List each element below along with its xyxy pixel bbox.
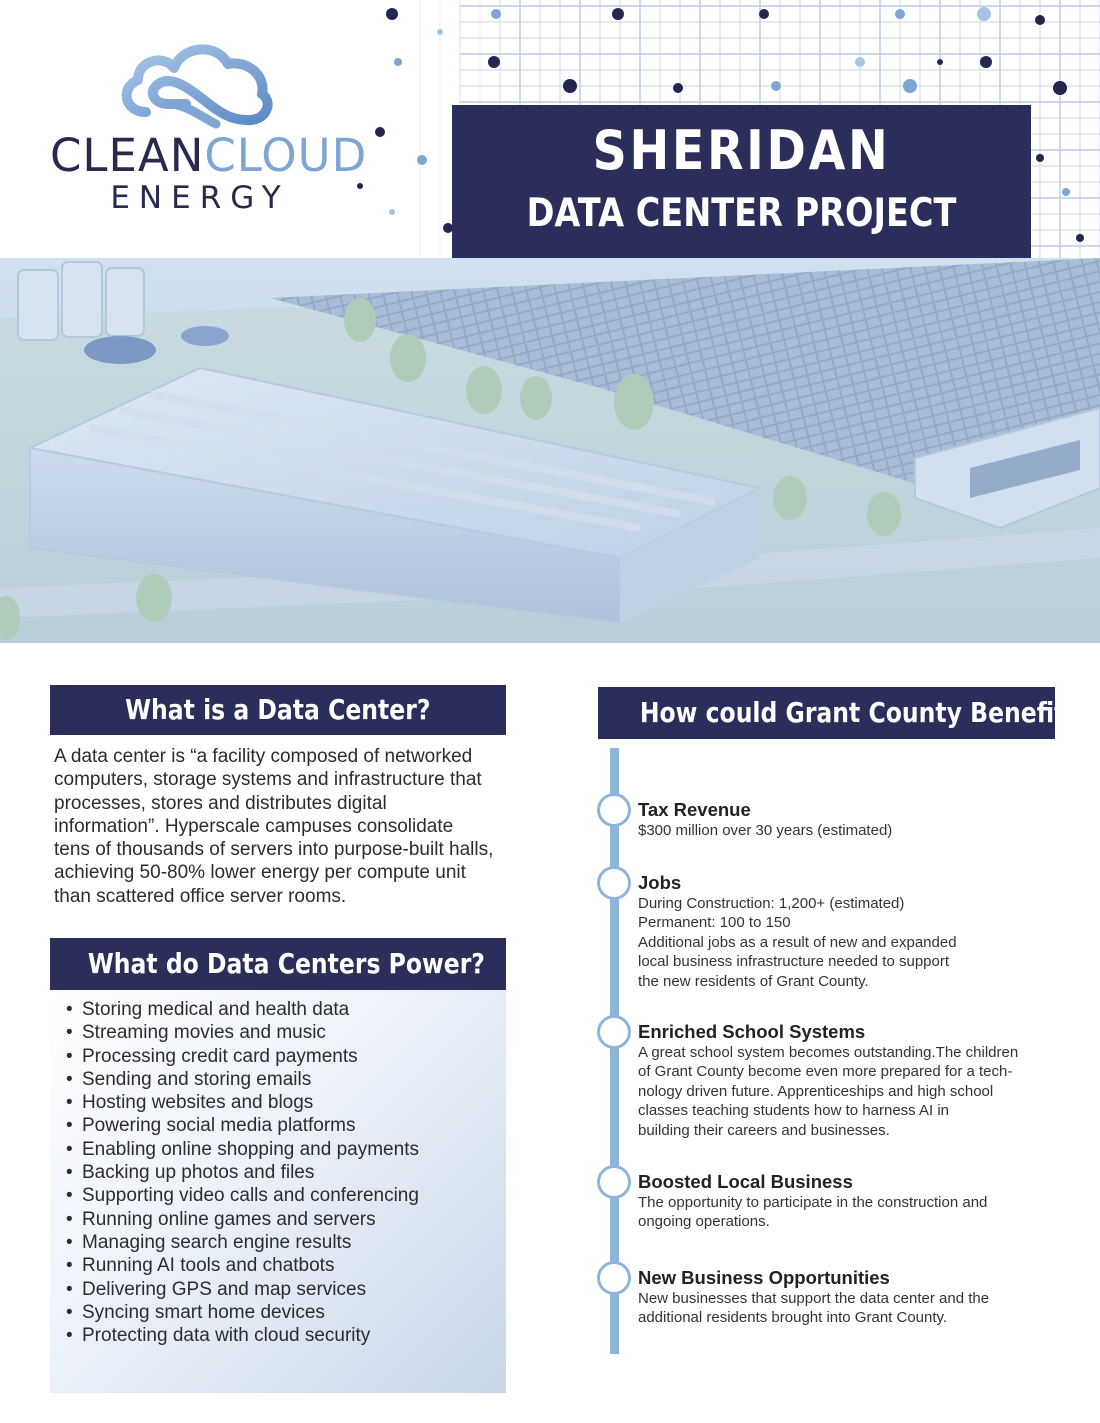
power-list-item: [66, 1068, 496, 1091]
grid-dot: [903, 79, 917, 93]
power-list-item: [66, 1161, 496, 1184]
power-list-item-text: Running AI tools and chatbots: [82, 1255, 335, 1277]
power-list-item: [66, 1208, 496, 1231]
grid-dot: [855, 57, 865, 67]
benefit-text-line: classes teaching students how to harness AI in: [638, 1102, 950, 1120]
benefit-title: Enriched School Systems: [638, 1021, 866, 1042]
timeline-marker-icon: [597, 793, 631, 827]
grid-dot: [394, 58, 402, 66]
grid-dot: [937, 59, 943, 65]
power-list-panel: [50, 990, 506, 1393]
power-list-item-text: Delivering GPS and map services: [82, 1278, 367, 1300]
grid-dot: [1076, 234, 1084, 242]
power-list-item: [66, 1091, 496, 1114]
grid-dot: [389, 209, 395, 215]
grid-dot: [1053, 81, 1067, 95]
bullet-icon: •: [66, 999, 73, 1020]
grid-dot: [488, 56, 500, 68]
benefit-text-line: New businesses that support the data center and the: [638, 1290, 990, 1307]
bullet-icon: •: [66, 1301, 73, 1323]
benefit-item: [638, 1021, 1058, 1140]
title-box: [452, 105, 1031, 258]
power-list: [66, 998, 496, 1347]
benefit-heading-text: How could Grant County Benefit?: [639, 696, 1080, 729]
power-list-item: [66, 1254, 496, 1277]
bullet-icon: •: [66, 1255, 73, 1277]
company-logo: [50, 30, 368, 230]
grid-dot: [1036, 154, 1044, 162]
power-list-item-text: Backing up photos and files: [82, 1162, 315, 1184]
grid-dot: [491, 9, 501, 19]
grid-dot: [1035, 15, 1045, 25]
grid-dot: [771, 81, 781, 91]
power-list-item-text: Protecting data with cloud security: [82, 1325, 371, 1347]
benefit-title: New Business Opportunities: [638, 1267, 890, 1288]
benefit-text-line: Additional jobs as a result of new and expanded: [638, 933, 957, 951]
grid-dot: [563, 79, 577, 93]
grid-dot: [895, 9, 905, 19]
benefit-text-line: building their careers and businesses.: [638, 1121, 890, 1139]
benefit-text-line: additional residents brought into Grant County.: [638, 1309, 948, 1327]
grid-dot: [386, 8, 398, 20]
power-list-item: [66, 1278, 496, 1301]
what-is-data-center-text: A data center is “a facility composed of networked computers, storage systems and infrastructure that processes, stores and distributes digital information”. Hyperscale campuses consolidate tens of thousands of servers into purpose-built halls, achieving 50-80% lower energy per compute unit than scattered office server rooms.: [54, 746, 494, 907]
benefit-text-line: local business infrastructure needed to support: [638, 953, 950, 971]
power-list-item-text: Streaming movies and music: [82, 1022, 326, 1044]
benefit-item: [638, 872, 1058, 991]
power-list-item: [66, 1184, 496, 1207]
bullet-icon: •: [66, 1068, 73, 1090]
bullet-icon: •: [66, 1045, 73, 1067]
benefit-item: [638, 1171, 1058, 1232]
power-list-item: [66, 998, 496, 1021]
bullet-icon: •: [66, 1231, 73, 1253]
power-list-item-text: Processing credit card payments: [82, 1045, 358, 1067]
power-list-item-text: Supporting video calls and conferencing: [82, 1185, 419, 1207]
benefit-text-line: ongoing operations.: [638, 1213, 770, 1231]
power-list-item: [66, 1021, 496, 1044]
power-list-item: [66, 1231, 496, 1254]
power-list-item: [66, 1301, 496, 1324]
bullet-icon: •: [66, 1115, 73, 1137]
what-is-data-center-heading: [50, 685, 506, 735]
benefit-text-line: Permanent: 100 to 150: [638, 914, 791, 932]
bullet-icon: •: [66, 1325, 73, 1347]
logo-word-energy: ENERGY: [110, 180, 290, 216]
hero-aerial-image: [0, 258, 1100, 643]
power-list-item-text: Enabling online shopping and payments: [82, 1138, 419, 1160]
power-list-item-text: Sending and storing emails: [82, 1068, 312, 1090]
power-list-item-text: Syncing smart home devices: [82, 1301, 325, 1323]
timeline-marker-icon: [597, 1261, 631, 1295]
power-list-item-text: Hosting websites and blogs: [82, 1092, 314, 1114]
bullet-icon: •: [66, 1162, 73, 1184]
grid-dot: [612, 8, 624, 20]
benefit-text-line: the new residents of Grant County.: [638, 972, 869, 990]
timeline-marker-icon: [597, 1165, 631, 1199]
benefit-text-line: During Construction: 1,200+ (estimated): [638, 895, 905, 912]
benefit-text-line: The opportunity to participate in the construction and: [638, 1194, 988, 1211]
grid-dot: [437, 29, 443, 35]
page-header: [0, 0, 1100, 258]
benefit-text-line: A great school system becomes outstanding.The children: [638, 1044, 1019, 1061]
power-list-item: [66, 1138, 496, 1161]
bullet-icon: •: [66, 1278, 73, 1300]
bullet-icon: •: [66, 1208, 73, 1230]
power-list-item-text: Powering social media platforms: [82, 1115, 356, 1137]
grid-dot: [1062, 188, 1070, 196]
power-list-item: [66, 1114, 496, 1137]
power-list-item-text: Managing search engine results: [82, 1231, 352, 1253]
bullet-icon: •: [66, 1092, 73, 1114]
benefit-text-line: nology driven future. Apprenticeships and high school: [638, 1082, 994, 1100]
page-title: SHERIDAN: [592, 119, 891, 182]
grant-county-benefit-heading: [598, 687, 1080, 739]
benefit-title: Boosted Local Business: [638, 1171, 853, 1192]
cloud-logo-icon: [116, 32, 276, 132]
what-do-data-centers-power-heading: [50, 938, 506, 990]
power-list-item: [66, 1045, 496, 1068]
bullet-icon: •: [66, 1138, 73, 1160]
grid-dot: [977, 7, 991, 21]
grid-dot: [673, 83, 683, 93]
timeline-marker-icon: [597, 1015, 631, 1049]
logo-word-cloud: CLOUD: [204, 129, 368, 182]
power-list-item-text: Storing medical and health data: [82, 999, 350, 1020]
logo-wordmark: [50, 128, 368, 184]
grid-dot: [357, 183, 363, 189]
benefit-item: [638, 1267, 1058, 1328]
logo-word-clean: CLEAN: [50, 129, 205, 182]
timeline-marker-icon: [597, 866, 631, 900]
benefit-text-line: of Grant County become even more prepared for a tech-: [638, 1063, 1013, 1081]
power-heading-text: What do Data Centers Power?: [87, 947, 485, 980]
what-heading-text: What is a Data Center?: [125, 693, 431, 726]
power-list-item-text: Running online games and servers: [82, 1208, 376, 1230]
grid-dot: [375, 127, 385, 137]
benefit-text-line: $300 million over 30 years (estimated): [638, 822, 893, 839]
grid-dot: [980, 56, 992, 68]
power-list-item: [66, 1324, 496, 1347]
bullet-icon: •: [66, 1185, 73, 1207]
benefit-title: Tax Revenue: [638, 799, 751, 820]
benefit-title: Jobs: [638, 872, 682, 893]
page-subtitle: DATA CENTER PROJECT: [526, 191, 957, 236]
grid-dot: [417, 155, 427, 165]
bullet-icon: •: [66, 1022, 73, 1044]
grid-dot: [759, 9, 769, 19]
benefit-item: [638, 799, 1058, 840]
